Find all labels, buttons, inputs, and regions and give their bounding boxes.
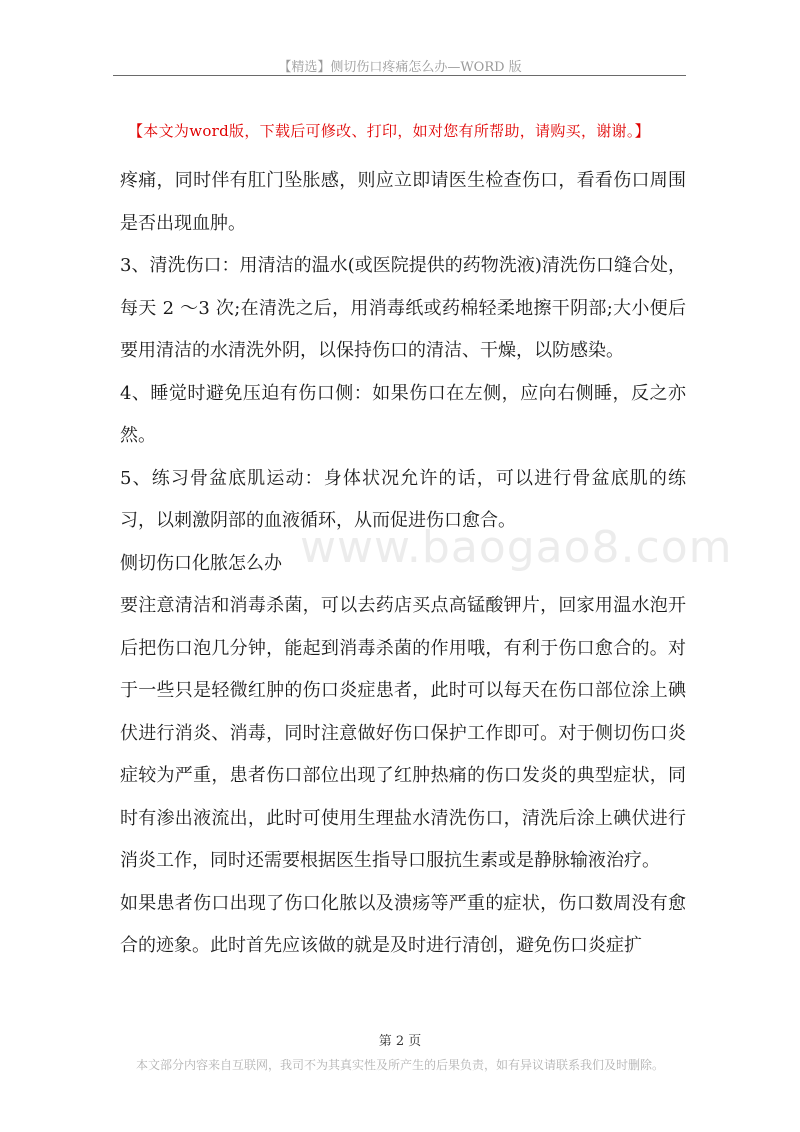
paragraph: 4、睡觉时避免压迫有伤口侧：如果伤口在左侧，应向右侧睡，反之亦然。 (120, 382, 686, 446)
footer-disclaimer: 本文部分内容来自互联网，我司不为其真实性及所产生的后果负责，如有异议请联系我们及时删除。 (135, 1058, 664, 1072)
header-rule (113, 75, 686, 76)
download-notice: 【本文为word版，下载后可修改、打印，如对您有所帮助，请购买，谢谢。】 (128, 122, 650, 140)
paragraph: 5、练习骨盆底肌运动：身体状况允许的话，可以进行骨盆底肌的练习，以刺激阴部的血液循环，从而促进伤口愈合。 (120, 467, 686, 531)
paragraph: 3、清洗伤口：用清洁的温水(或医院提供的药物洗液)清洗伤口缝合处，每天 2 ～3 次;在清洗之后，用消毒纸或药棉轻柔地擦干阴部;大小便后要用清洁的水清洗外阴，以保持伤口的清洁、干燥，以防感染。 (120, 255, 686, 361)
paragraph: 要注意清洁和消毒杀菌，可以去药店买点高锰酸钾片，回家用温水泡开后把伤口泡几分钟，能起到消毒杀菌的作用哦，有利于伤口愈合的。对于一些只是轻微红肿的伤口炎症患者，此时可以每天在伤口部位涂上碘伏进行消炎、消毒，同时注意做好伤口保护工作即可。对于侧切伤口炎症较为严重，患者伤口部位出现了红肿热痛的伤口发炎的典型症状，同时有渗出液流出，此时可使用生理盐水清洗伤口，清洗后涂上碘伏进行消炎工作，同时还需要根据医生指导口服抗生素或是静脉输液治疗。 (120, 595, 686, 871)
header-title: 【精选】侧切伤口疼痛怎么办—WORD 版 (278, 60, 522, 75)
document-body (120, 160, 686, 968)
watermark: www.baogao8.com (300, 522, 733, 573)
page-number: 第 2 页 (378, 1034, 422, 1049)
section-heading: 侧切伤口化脓怎么办 (120, 552, 282, 574)
paragraph: 疼痛，同时伴有肛门坠胀感，则应立即请医生检查伤口，看看伤口周围是否出现血肿。 (120, 170, 686, 234)
paragraph: 如果患者伤口出现了伤口化脓以及溃疡等严重的症状，伤口数周没有愈合的迹象。此时首先应该做的就是及时进行清创，避免伤口炎症扩 (120, 892, 686, 956)
